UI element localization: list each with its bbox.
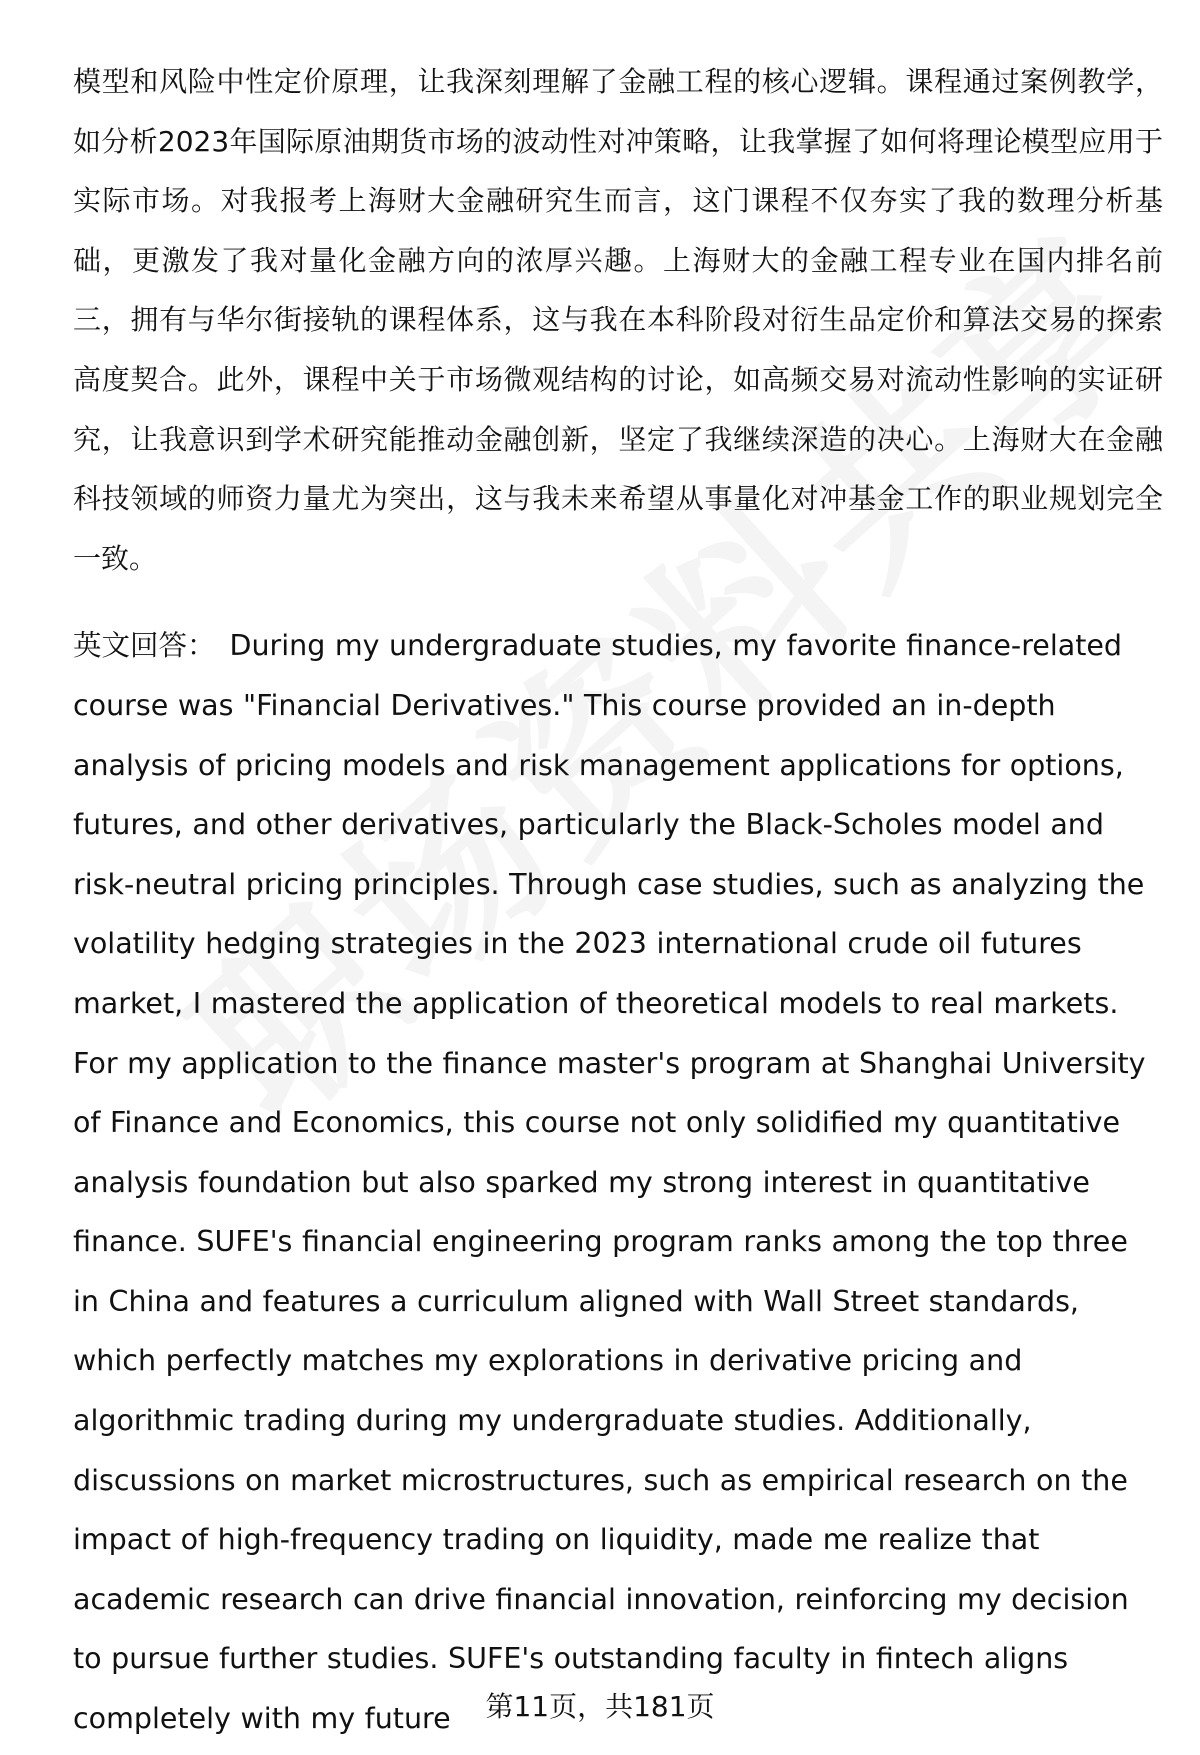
english-answer-label: 英文回答： xyxy=(73,629,216,663)
page-number-footer: 第11页，共181页 xyxy=(485,1690,715,1723)
english-answer-paragraph xyxy=(73,616,1163,1748)
english-answer-text: During my undergraduate studies, my favorite finance-related course was "Financial Derivatives." This course provided an in-depth analysis of pricing models and risk management applications for options, futures, and other derivatives, particularly the Black-Scholes model and risk-neutral pricing principles. Through case studies, such as analyzing the volatility hedging strategies in the 2023 international crude oil futures market, I mastered the application of theoretical models to real markets. For my application to the finance master's program at Shanghai University of Finance and Economics, this course not only solidified my quantitative analysis foundation but also sparked my strong interest in quantitative finance. SUFE's financial engineering program ranks among the top three in China and features a curriculum aligned with Wall Street standards, which perfectly matches my explorations in derivative pricing and algorithmic trading during my undergraduate studies. Additionally, discussions on market microstructures, such as empirical research on the impact of high-frequency trading on liquidity, made me realize that academic research can drive financial innovation, reinforcing my decision to pursue further studies. SUFE's outstanding faculty in fintech aligns completely with my future xyxy=(73,629,1146,1736)
chinese-answer-paragraph: 模型和风险中性定价原理，让我深刻理解了金融工程的核心逻辑。课程通过案例教学，如分析2023年国际原油期货市场的波动性对冲策略，让我掌握了如何将理论模型应用于实际市场。对我报考上海财大金融研究生而言，这门课程不仅夯实了我的数理分析基础，更激发了我对量化金融方向的浓厚兴趣。上海财大的金融工程专业在国内排名前三，拥有与华尔街接轨的课程体系，这与我在本科阶段对衍生品定价和算法交易的探索高度契合。此外，课程中关于市场微观结构的讨论，如高频交易对流动性影响的实证研究，让我意识到学术研究能推动金融创新，坚定了我继续深造的决心。上海财大在金融科技领域的师资力量尤为突出，这与我未来希望从事量化对冲基金工作的职业规划完全一致。 xyxy=(73,65,1163,575)
document-body xyxy=(73,52,1163,1749)
